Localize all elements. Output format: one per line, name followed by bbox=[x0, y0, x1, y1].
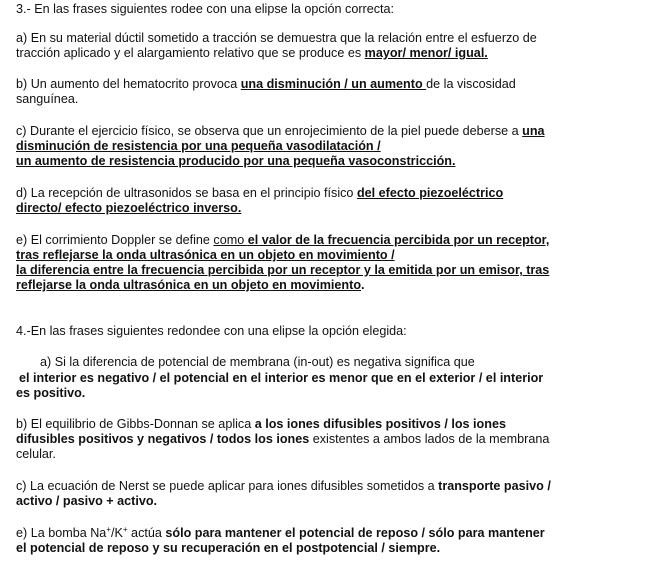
q3b-line1 bbox=[16, 77, 516, 93]
q4e-line1 bbox=[16, 526, 545, 542]
q3b-line2: sanguínea. bbox=[16, 92, 79, 106]
q4e-text: e) La bomba Na bbox=[16, 526, 107, 540]
q4b-text: b) El equilibrio de Gibbs-Donnan se aplica bbox=[16, 417, 255, 431]
q3a-line1: a) En su material dúctil sometido a tracción se demuestra que la relación entre el esfuerzo de bbox=[16, 31, 537, 45]
q3d-line2: directo/ efecto piezoeléctrico inverso. bbox=[16, 201, 242, 215]
q4c-text: c) La ecuación de Nerst se puede aplicar para iones difusibles sometidos a bbox=[16, 479, 439, 493]
q3e-line2: tras reflejarse la onda ultrasónica en un objeto en movimiento / bbox=[16, 248, 395, 262]
q4a-line1: a) Si la diferencia de potencial de membrana (in-out) es negativa significa que bbox=[40, 355, 475, 369]
q4b-line2 bbox=[16, 432, 549, 448]
q4e-sup-k: + bbox=[122, 524, 128, 534]
q3e-line1 bbox=[16, 233, 549, 249]
q3e-line3: la diferencia entre la frecuencia percibida por un receptor y la emitida por un emisor, tras bbox=[16, 263, 550, 277]
q3b-options: una disminución / un aumento bbox=[240, 77, 427, 91]
q3a-line2 bbox=[16, 46, 488, 62]
q3c-options: una bbox=[522, 124, 545, 138]
q3c-line2: disminución de resistencia por una pequeña vasodilatación / bbox=[16, 139, 381, 153]
q3e-options-end: reflejarse la onda ultrasónica en un objeto en movimiento bbox=[16, 278, 362, 292]
q4b-line3: celular. bbox=[16, 447, 56, 461]
q4a-line3: es positivo. bbox=[16, 386, 86, 400]
q3d-options: del efecto piezoeléctrico bbox=[356, 186, 504, 200]
q3d-line1 bbox=[16, 186, 503, 202]
q4c-line2: activo / pasivo + activo. bbox=[16, 494, 158, 508]
q3c-text: c) Durante el ejercicio físico, se observa que un enrojecimiento de la piel puede deberse a bbox=[16, 124, 523, 138]
q4e-options: sólo para mantener el potencial de reposo / sólo para mantener bbox=[165, 526, 545, 540]
q3b-text-post: de la viscosidad bbox=[426, 77, 516, 91]
q3e-line4 bbox=[16, 278, 365, 294]
q3e-como: como bbox=[213, 233, 248, 247]
q3e-text: e) El corrimiento Doppler se define bbox=[16, 233, 214, 247]
q3a-text: tracción aplicado y el alargamiento relativo que se produce es bbox=[16, 46, 365, 60]
q4e-sup-na: + bbox=[106, 524, 111, 534]
q3d-text: d) La recepción de ultrasonidos se basa en el principio físico bbox=[16, 186, 357, 200]
q4c-line1 bbox=[16, 479, 551, 495]
q3b-text: b) Un aumento del hematocrito provoca bbox=[16, 77, 241, 91]
q4e-text-post: actúa bbox=[127, 526, 166, 540]
q3e-options: el valor de la frecuencia percibida por un receptor, bbox=[247, 233, 550, 247]
q4e-text-k: /K bbox=[110, 526, 123, 540]
q4a-line2: el interior es negativo / el potencial en el interior es menor que en el exterior / el interior bbox=[19, 371, 544, 385]
q4b-line1 bbox=[16, 417, 506, 433]
q3-heading: 3.- En las frases siguientes rodee con una elipse la opción correcta: bbox=[16, 2, 395, 16]
q3e-period: . bbox=[361, 278, 365, 292]
q4b-text-post: existentes a ambos lados de la membrana bbox=[309, 432, 550, 446]
q3c-line3: un aumento de resistencia producido por una pequeña vasoconstricción. bbox=[16, 154, 456, 168]
q4b-options-cont: difusibles positivos y negativos / todos los iones bbox=[16, 432, 310, 446]
q4c-options: transporte pasivo / bbox=[438, 479, 551, 493]
q4e-line2: el potencial de reposo y su recuperación en el postpotencial / siempre. bbox=[16, 541, 441, 555]
q4b-options: a los iones difusibles positivos / los iones bbox=[254, 417, 506, 431]
q4-heading: 4.-En las frases siguientes redondee con una elipse la opción elegida: bbox=[16, 324, 407, 338]
q3c-line1 bbox=[16, 124, 545, 140]
q3a-options: mayor/ menor/ igual. bbox=[364, 46, 488, 60]
